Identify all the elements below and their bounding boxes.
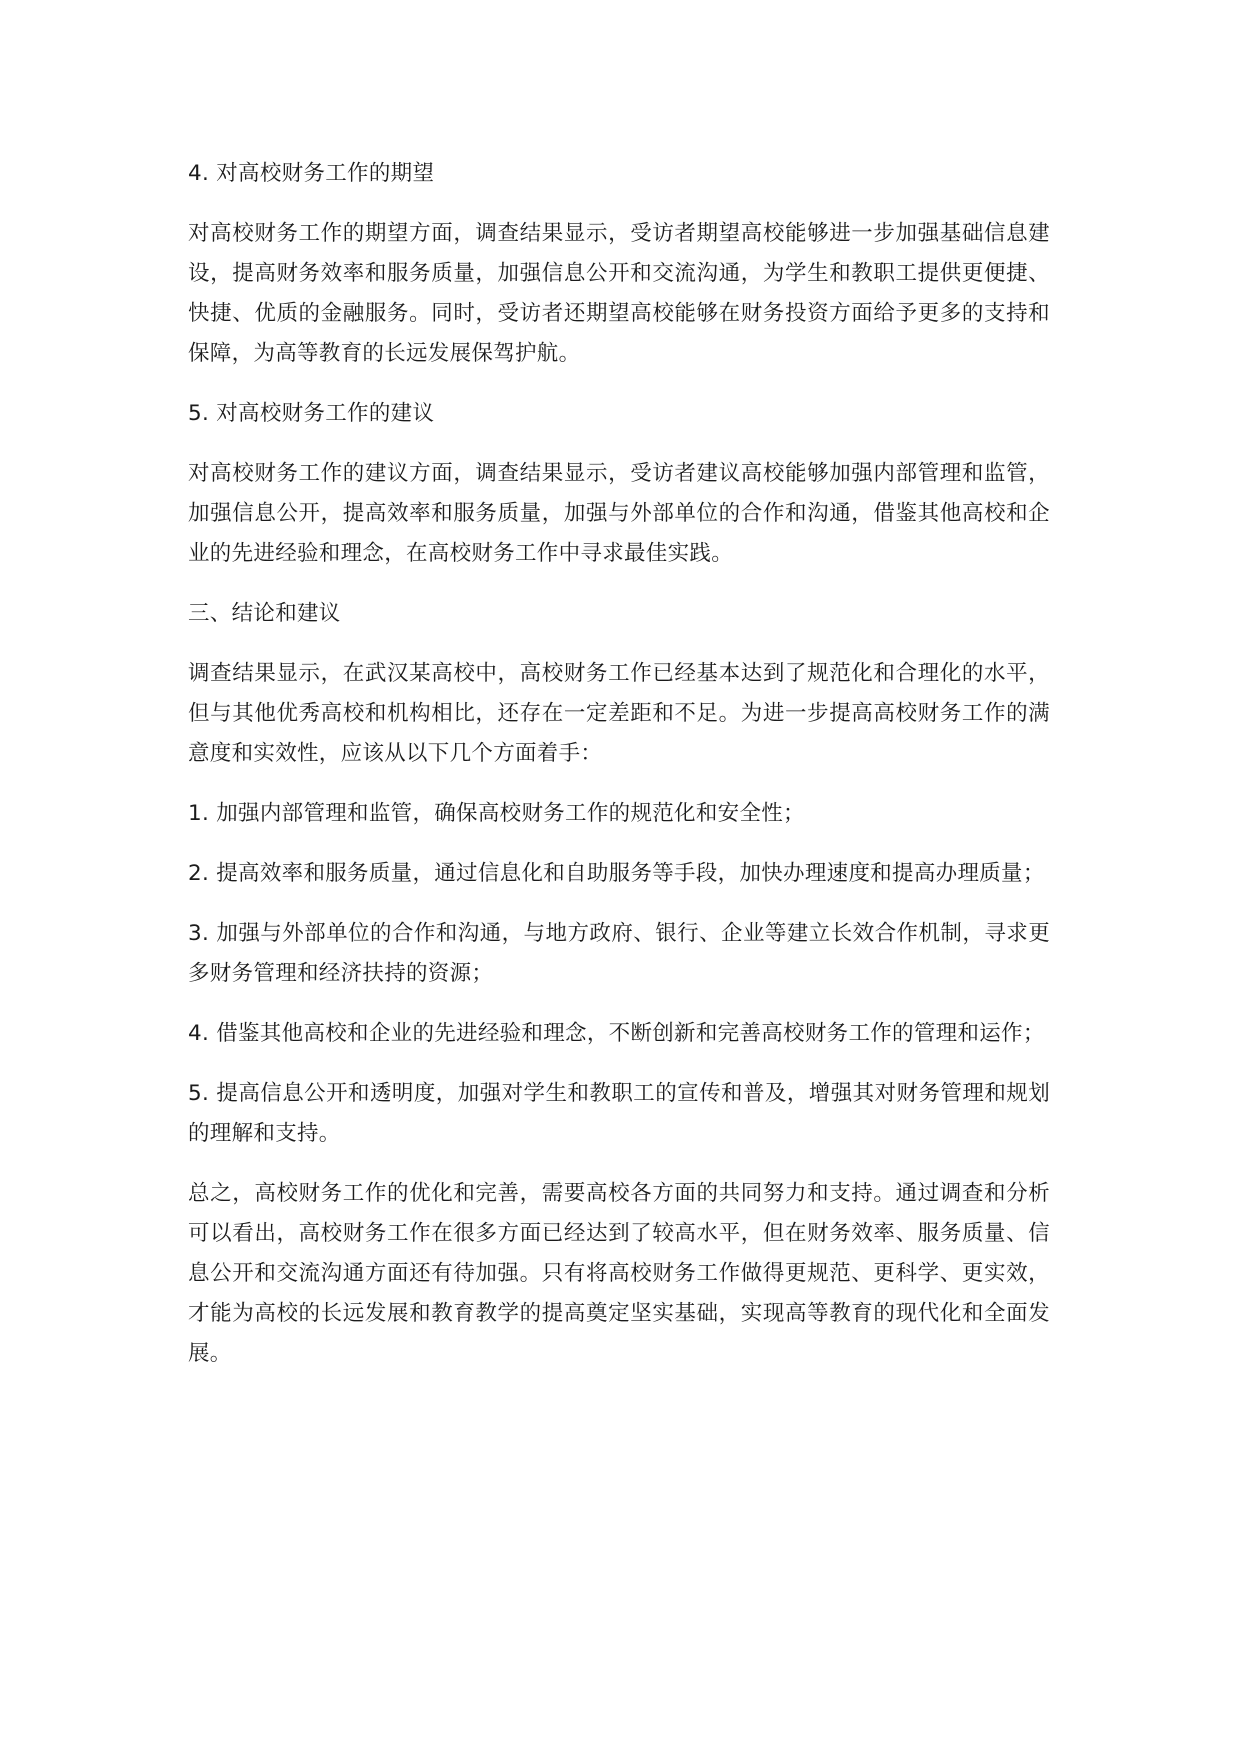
list-item-1: 1. 加强内部管理和监管，确保高校财务工作的规范化和安全性； [188,801,805,826]
document-body [188,154,1050,1394]
list-item-4: 4. 借鉴其他高校和企业的先进经验和理念，不断创新和完善高校财务工作的管理和运作； [188,1021,1045,1046]
section-heading-expectations: 4. 对高校财务工作的期望 [188,161,435,186]
list-item-2: 2. 提高效率和服务质量，通过信息化和自助服务等手段，加快办理速度和提高办理质量； [188,861,1045,886]
paragraph-suggestions: 对高校财务工作的建议方面，调查结果显示，受访者建议高校能够加强内部管理和监管，加强信息公开，提高效率和服务质量，加强与外部单位的合作和沟通，借鉴其他高校和企业的先进经验和理念，在高校财务工作中寻求最佳实践。 [188,461,1050,566]
paragraph-conclusion-intro: 调查结果显示，在武汉某高校中，高校财务工作已经基本达到了规范化和合理化的水平，但与其他优秀高校和机构相比，还存在一定差距和不足。为进一步提高高校财务工作的满意度和实效性，应该从以下几个方面着手： [188,661,1050,766]
list-item-5: 5. 提高信息公开和透明度，加强对学生和教职工的宣传和普及，增强其对财务管理和规划的理解和支持。 [188,1081,1050,1146]
list-item-3: 3. 加强与外部单位的合作和沟通，与地方政府、银行、企业等建立长效合作机制，寻求更多财务管理和经济扶持的资源； [188,921,1050,986]
paragraph-expectations: 对高校财务工作的期望方面，调查结果显示，受访者期望高校能够进一步加强基础信息建设，提高财务效率和服务质量，加强信息公开和交流沟通，为学生和教职工提供更便捷、快捷、优质的金融服务。同时，受访者还期望高校能够在财务投资方面给予更多的支持和保障，为高等教育的长远发展保驾护航。 [188,221,1050,366]
paragraph-summary: 总之，高校财务工作的优化和完善，需要高校各方面的共同努力和支持。通过调查和分析可以看出，高校财务工作在很多方面已经达到了较高水平，但在财务效率、服务质量、信息公开和交流沟通方面还有待加强。只有将高校财务工作做得更规范、更科学、更实效，才能为高校的长远发展和教育教学的提高奠定坚实基础，实现高等教育的现代化和全面发展。 [188,1181,1050,1366]
section-heading-conclusion: 三、结论和建议 [188,601,341,626]
section-heading-suggestions: 5. 对高校财务工作的建议 [188,401,435,426]
